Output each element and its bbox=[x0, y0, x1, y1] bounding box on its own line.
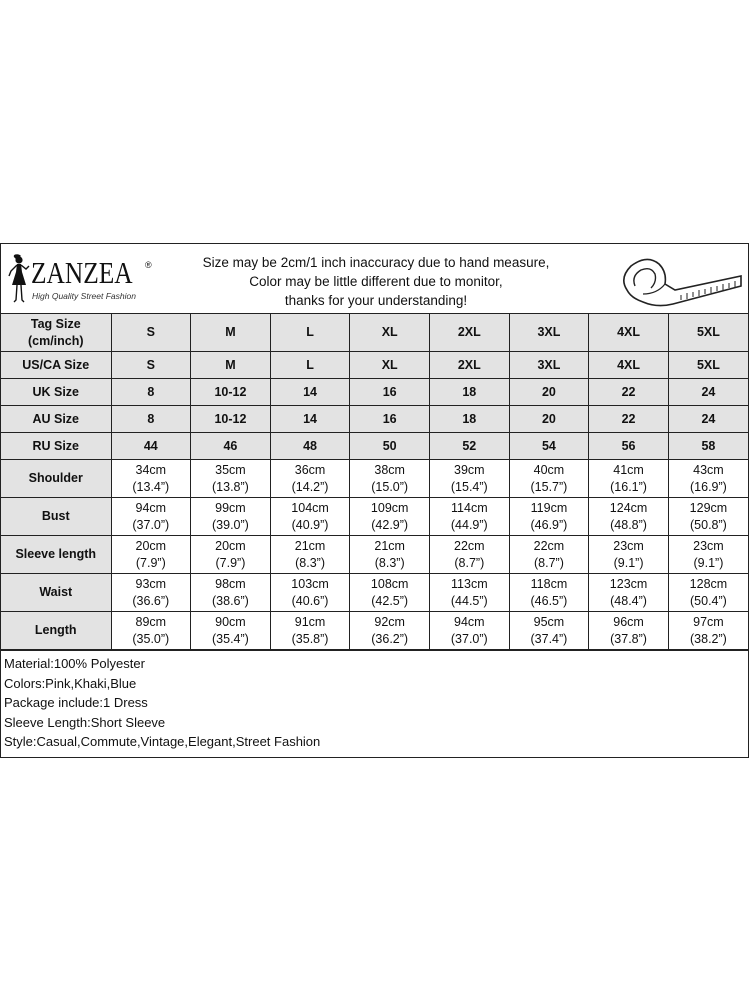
table-cell: 56 bbox=[589, 433, 669, 460]
product-info bbox=[1, 650, 748, 757]
value-cm: 41cm bbox=[613, 462, 644, 477]
brand-logo bbox=[7, 252, 157, 306]
table-cell: 14 bbox=[270, 406, 350, 433]
value-inch: (15.7”) bbox=[530, 479, 568, 494]
table-cell: 10-12 bbox=[191, 379, 271, 406]
value-cm: 128cm bbox=[689, 576, 728, 591]
table-cell bbox=[430, 498, 510, 536]
value-inch: (40.9”) bbox=[291, 517, 329, 532]
table-cell: S bbox=[111, 352, 191, 379]
table-cell bbox=[509, 460, 589, 498]
table-cell bbox=[111, 460, 191, 498]
table-cell: 58 bbox=[668, 433, 748, 460]
value-cm: 39cm bbox=[454, 462, 485, 477]
size-header: L bbox=[270, 314, 350, 352]
size-header: S bbox=[111, 314, 191, 352]
size-header: M bbox=[191, 314, 271, 352]
size-chart bbox=[0, 243, 749, 758]
table-cell: 18 bbox=[430, 379, 510, 406]
table-row bbox=[1, 574, 748, 612]
value-inch: (37.0”) bbox=[450, 631, 488, 646]
corner-header bbox=[1, 314, 111, 352]
info-material: Material:100% Polyester bbox=[4, 656, 145, 671]
table-row bbox=[1, 379, 748, 406]
value-cm: 129cm bbox=[689, 500, 728, 515]
brand-name: ZANZEA bbox=[31, 255, 133, 290]
value-cm: 123cm bbox=[609, 576, 648, 591]
table-cell bbox=[589, 536, 669, 574]
table-cell: 24 bbox=[668, 406, 748, 433]
table-row bbox=[1, 314, 748, 352]
value-inch: (39.0”) bbox=[212, 517, 249, 532]
table-cell bbox=[668, 612, 748, 650]
value-cm: 38cm bbox=[374, 462, 405, 477]
value-inch: (50.8”) bbox=[690, 517, 727, 532]
corner-label: Tag Size bbox=[30, 316, 81, 331]
table-cell: 2XL bbox=[430, 352, 510, 379]
table-row bbox=[1, 612, 748, 650]
info-colors: Colors:Pink,Khaki,Blue bbox=[4, 675, 137, 691]
table-cell bbox=[191, 460, 271, 498]
value-inch: (35.0”) bbox=[132, 631, 170, 646]
table-row bbox=[1, 460, 748, 498]
table-cell bbox=[668, 536, 748, 574]
table-cell bbox=[430, 460, 510, 498]
row-label: Shoulder bbox=[1, 460, 111, 498]
brand-tagline: High Quality Street Fashion bbox=[32, 291, 136, 301]
table-row bbox=[1, 433, 748, 460]
table-cell bbox=[270, 612, 350, 650]
table-cell bbox=[509, 612, 589, 650]
table-cell: 16 bbox=[350, 406, 430, 433]
table-cell: M bbox=[191, 352, 271, 379]
table-cell bbox=[270, 574, 350, 612]
value-cm: 98cm bbox=[215, 576, 246, 591]
value-cm: 94cm bbox=[454, 614, 485, 629]
value-cm: 20cm bbox=[135, 538, 167, 553]
corner-unit: (cm/inch) bbox=[27, 333, 84, 348]
size-header: 5XL bbox=[668, 314, 748, 352]
value-inch: (36.6”) bbox=[132, 593, 170, 608]
value-cm: 20cm bbox=[215, 538, 246, 553]
table-cell bbox=[509, 498, 589, 536]
size-header: 2XL bbox=[430, 314, 510, 352]
table-cell bbox=[350, 460, 430, 498]
table-cell bbox=[589, 498, 669, 536]
value-inch: (8.3”) bbox=[295, 555, 325, 570]
value-cm: 94cm bbox=[135, 500, 167, 515]
value-cm: 92cm bbox=[374, 614, 405, 629]
table-cell: 14 bbox=[270, 379, 350, 406]
table-cell: XL bbox=[350, 352, 430, 379]
table-row bbox=[1, 406, 748, 433]
table-cell: 52 bbox=[430, 433, 510, 460]
info-style: Style:Casual,Commute,Vintage,Elegant,Street Fashion bbox=[4, 734, 321, 750]
value-cm: 22cm bbox=[533, 538, 565, 553]
value-inch: (38.2”) bbox=[690, 631, 727, 646]
value-inch: (8.7”) bbox=[454, 555, 485, 570]
value-inch: (13.8”) bbox=[212, 479, 249, 494]
value-cm: 43cm bbox=[693, 462, 724, 477]
table-cell: 4XL bbox=[589, 352, 669, 379]
value-cm: 99cm bbox=[215, 500, 246, 515]
value-cm: 93cm bbox=[135, 576, 167, 591]
size-table bbox=[1, 314, 748, 650]
value-inch: (44.9”) bbox=[450, 517, 488, 532]
value-inch: (37.8”) bbox=[610, 631, 647, 646]
value-inch: (36.2”) bbox=[371, 631, 409, 646]
table-cell bbox=[111, 498, 191, 536]
value-inch: (8.7”) bbox=[534, 555, 564, 570]
table-cell: 3XL bbox=[509, 352, 589, 379]
value-inch: (46.5”) bbox=[530, 593, 568, 608]
value-cm: 34cm bbox=[135, 462, 167, 477]
measuring-tape-icon bbox=[613, 250, 743, 308]
value-inch: (7.9”) bbox=[135, 555, 166, 570]
value-inch: (42.9”) bbox=[371, 517, 409, 532]
table-cell: 5XL bbox=[668, 352, 748, 379]
table-cell bbox=[191, 574, 271, 612]
table-cell bbox=[270, 460, 350, 498]
table-cell: 22 bbox=[589, 379, 669, 406]
value-inch: (7.9”) bbox=[215, 555, 246, 570]
value-inch: (37.4”) bbox=[530, 631, 568, 646]
table-cell bbox=[430, 536, 510, 574]
size-header: XL bbox=[350, 314, 430, 352]
table-cell: 44 bbox=[111, 433, 191, 460]
table-cell bbox=[191, 536, 271, 574]
notice-line: thanks for your understanding! bbox=[284, 293, 468, 308]
notice-line: Color may be little different due to monitor, bbox=[249, 274, 503, 289]
table-cell bbox=[350, 536, 430, 574]
table-cell bbox=[270, 498, 350, 536]
table-cell bbox=[589, 460, 669, 498]
table-cell bbox=[668, 574, 748, 612]
table-cell: 46 bbox=[191, 433, 271, 460]
value-inch: (13.4”) bbox=[132, 479, 170, 494]
table-cell: 24 bbox=[668, 379, 748, 406]
table-cell: 8 bbox=[111, 406, 191, 433]
value-cm: 119cm bbox=[530, 500, 568, 515]
value-inch: (48.4”) bbox=[610, 593, 647, 608]
value-inch: (9.1”) bbox=[613, 555, 644, 570]
value-inch: (44.5”) bbox=[450, 593, 488, 608]
value-cm: 114cm bbox=[451, 500, 488, 515]
row-label: Waist bbox=[1, 574, 111, 612]
table-cell: 8 bbox=[111, 379, 191, 406]
table-cell: 20 bbox=[509, 406, 589, 433]
row-label: UK Size bbox=[1, 379, 111, 406]
info-sleeve-length: Sleeve Length:Short Sleeve bbox=[4, 714, 166, 730]
row-label: Sleeve length bbox=[1, 536, 111, 574]
row-label: RU Size bbox=[1, 433, 111, 460]
table-cell bbox=[350, 574, 430, 612]
table-cell: L bbox=[270, 352, 350, 379]
value-cm: 109cm bbox=[370, 500, 409, 515]
value-cm: 118cm bbox=[530, 576, 568, 591]
value-cm: 95cm bbox=[533, 614, 565, 629]
value-inch: (15.4”) bbox=[450, 479, 488, 494]
table-cell bbox=[589, 612, 669, 650]
table-cell: 20 bbox=[509, 379, 589, 406]
table-cell bbox=[350, 612, 430, 650]
value-inch: (38.6”) bbox=[212, 593, 249, 608]
value-cm: 113cm bbox=[451, 576, 488, 591]
table-cell bbox=[668, 498, 748, 536]
row-label: AU Size bbox=[1, 406, 111, 433]
value-inch: (37.0”) bbox=[132, 517, 170, 532]
table-row bbox=[1, 352, 748, 379]
table-cell bbox=[509, 574, 589, 612]
row-label: US/CA Size bbox=[1, 352, 111, 379]
value-cm: 90cm bbox=[215, 614, 246, 629]
value-inch: (15.0”) bbox=[371, 479, 409, 494]
value-cm: 108cm bbox=[370, 576, 409, 591]
value-inch: (35.8”) bbox=[291, 631, 329, 646]
notice-line: Size may be 2cm/1 inch inaccuracy due to hand measure, bbox=[202, 255, 550, 270]
value-inch: (50.4”) bbox=[690, 593, 727, 608]
value-cm: 23cm bbox=[613, 538, 644, 553]
row-label: Bust bbox=[1, 498, 111, 536]
table-cell: 50 bbox=[350, 433, 430, 460]
table-cell bbox=[430, 574, 510, 612]
measurement-notice bbox=[171, 253, 581, 310]
table-cell bbox=[111, 612, 191, 650]
value-cm: 91cm bbox=[294, 614, 326, 629]
table-cell bbox=[191, 498, 271, 536]
table-cell: 18 bbox=[430, 406, 510, 433]
value-inch: (16.1”) bbox=[610, 479, 647, 494]
chart-header bbox=[1, 244, 748, 314]
info-package: Package include:1 Dress bbox=[4, 695, 148, 711]
table-cell bbox=[430, 612, 510, 650]
size-header: 3XL bbox=[509, 314, 589, 352]
table-cell bbox=[191, 612, 271, 650]
value-inch: (35.4”) bbox=[212, 631, 249, 646]
value-cm: 23cm bbox=[693, 538, 724, 553]
size-header: 4XL bbox=[589, 314, 669, 352]
value-cm: 89cm bbox=[135, 614, 167, 629]
value-cm: 103cm bbox=[291, 576, 329, 591]
value-cm: 21cm bbox=[374, 538, 405, 553]
value-cm: 96cm bbox=[613, 614, 644, 629]
table-cell bbox=[350, 498, 430, 536]
table-cell bbox=[270, 536, 350, 574]
table-cell: 10-12 bbox=[191, 406, 271, 433]
value-cm: 124cm bbox=[609, 500, 648, 515]
value-inch: (48.8”) bbox=[610, 517, 647, 532]
value-cm: 40cm bbox=[533, 462, 565, 477]
value-cm: 35cm bbox=[215, 462, 246, 477]
table-cell: 54 bbox=[509, 433, 589, 460]
table-cell bbox=[111, 574, 191, 612]
value-cm: 36cm bbox=[294, 462, 326, 477]
value-inch: (40.6”) bbox=[291, 593, 329, 608]
fashion-figure-icon bbox=[7, 254, 31, 304]
row-label: Length bbox=[1, 612, 111, 650]
value-inch: (42.5”) bbox=[371, 593, 409, 608]
table-row bbox=[1, 498, 748, 536]
value-cm: 97cm bbox=[693, 614, 724, 629]
table-cell: 16 bbox=[350, 379, 430, 406]
table-cell bbox=[589, 574, 669, 612]
value-inch: (8.3”) bbox=[374, 555, 405, 570]
value-inch: (14.2”) bbox=[291, 479, 329, 494]
table-row bbox=[1, 536, 748, 574]
value-cm: 104cm bbox=[291, 500, 329, 515]
table-cell bbox=[509, 536, 589, 574]
table-cell bbox=[111, 536, 191, 574]
table-cell: 22 bbox=[589, 406, 669, 433]
table-cell: 48 bbox=[270, 433, 350, 460]
value-cm: 21cm bbox=[294, 538, 326, 553]
value-cm: 22cm bbox=[454, 538, 485, 553]
value-inch: (46.9”) bbox=[530, 517, 568, 532]
table-cell bbox=[668, 460, 748, 498]
value-inch: (9.1”) bbox=[693, 555, 724, 570]
value-inch: (16.9”) bbox=[690, 479, 727, 494]
registered-mark: ® bbox=[145, 260, 152, 270]
